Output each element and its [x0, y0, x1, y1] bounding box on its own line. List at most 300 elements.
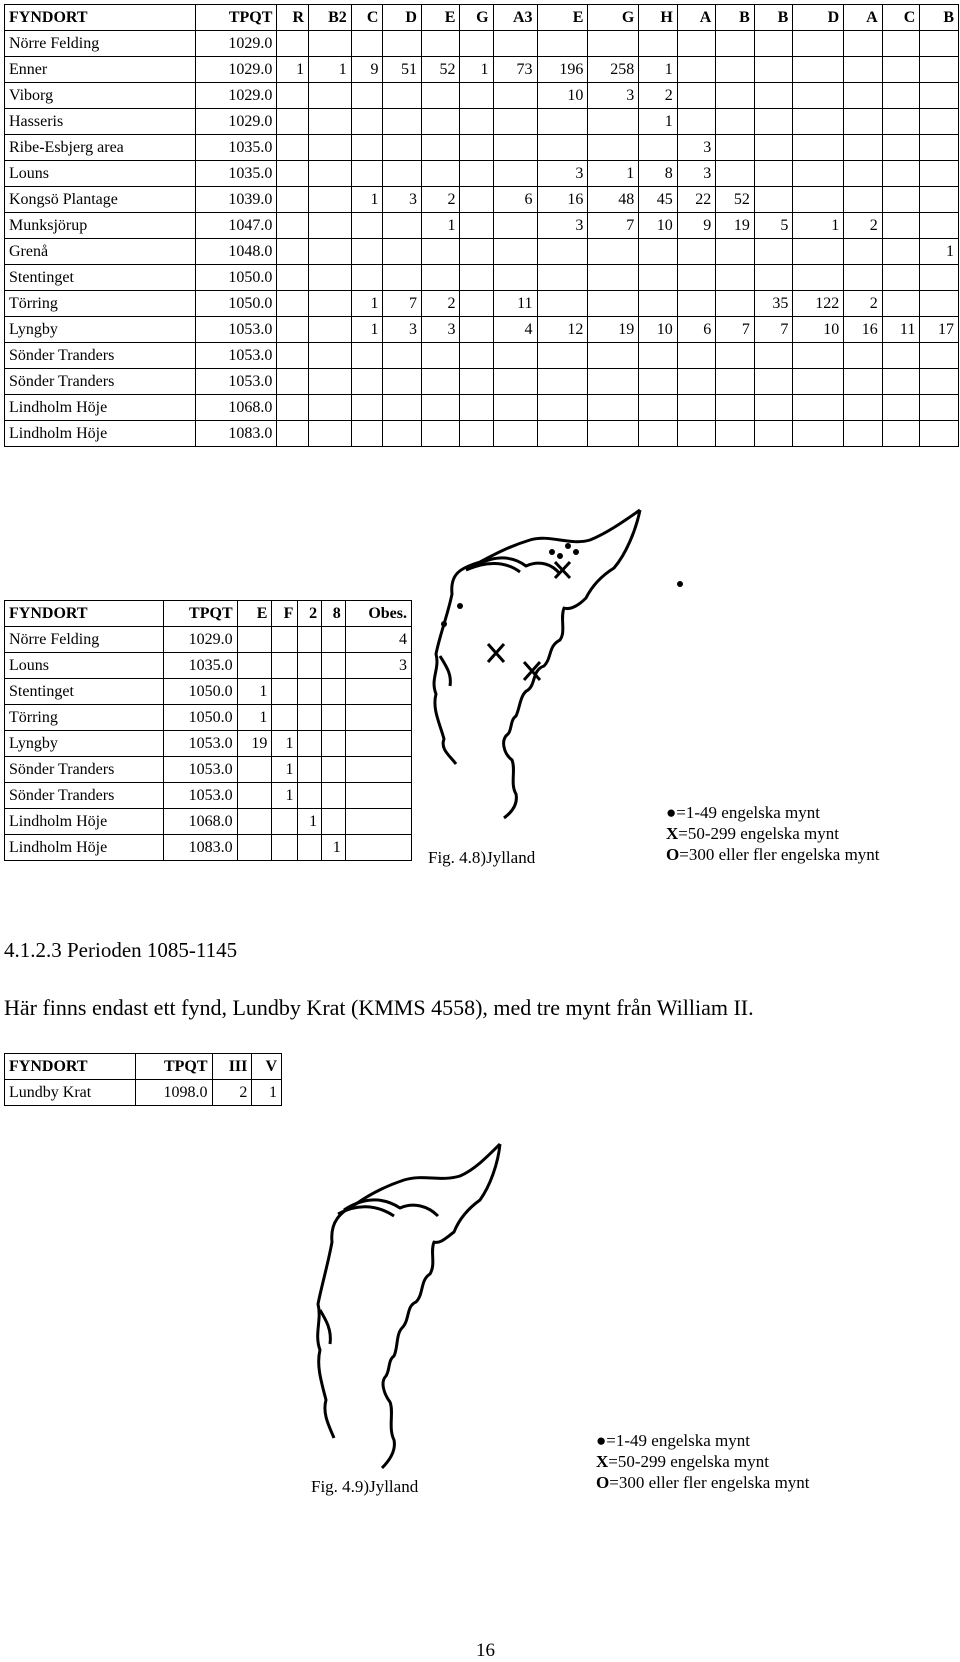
value-cell — [493, 83, 537, 109]
value-cell: 11 — [882, 317, 920, 343]
value-cell: 1 — [322, 835, 346, 861]
value-cell — [383, 213, 422, 239]
value-cell: 3 — [383, 187, 422, 213]
value-cell: 1053.0 — [195, 343, 277, 369]
value-cell — [793, 421, 844, 447]
value-cell — [298, 783, 322, 809]
value-cell — [322, 783, 346, 809]
dot-marker — [573, 549, 579, 555]
table-row — [5, 731, 412, 757]
value-cell — [793, 31, 844, 57]
value-cell — [277, 395, 309, 421]
value-cell: 1035.0 — [195, 161, 277, 187]
value-cell — [272, 679, 298, 705]
column-header: FYNDORT — [5, 1054, 136, 1080]
value-cell — [754, 239, 793, 265]
value-cell: 12 — [537, 317, 588, 343]
value-cell — [345, 679, 411, 705]
legend-item-cross: X=50-299 engelska mynt — [666, 824, 839, 843]
site-name-cell: Grenå — [5, 239, 196, 265]
value-cell — [882, 395, 920, 421]
value-cell: 5 — [754, 213, 793, 239]
column-header: E — [421, 5, 460, 31]
value-cell — [460, 317, 493, 343]
value-cell — [588, 109, 639, 135]
value-cell — [793, 395, 844, 421]
value-cell — [537, 395, 588, 421]
value-cell — [793, 109, 844, 135]
site-name-cell: Nörre Felding — [5, 31, 196, 57]
value-cell: 2 — [421, 187, 460, 213]
value-cell — [309, 421, 352, 447]
table-row — [5, 705, 412, 731]
table-row — [5, 109, 959, 135]
value-cell — [309, 239, 352, 265]
value-cell — [537, 31, 588, 57]
value-cell — [383, 135, 422, 161]
value-cell: 1 — [639, 57, 678, 83]
value-cell — [298, 679, 322, 705]
value-cell — [844, 83, 883, 109]
ring-icon: O — [666, 845, 680, 864]
value-cell — [309, 135, 352, 161]
value-cell — [639, 239, 678, 265]
value-cell — [421, 135, 460, 161]
table-row — [5, 343, 959, 369]
value-cell — [793, 187, 844, 213]
value-cell — [754, 187, 793, 213]
site-name-cell: Stentinget — [5, 265, 196, 291]
value-cell — [322, 627, 346, 653]
value-cell — [677, 291, 716, 317]
table-row — [5, 317, 959, 343]
value-cell: 3 — [677, 161, 716, 187]
value-cell — [882, 135, 920, 161]
value-cell: 3 — [588, 83, 639, 109]
value-cell: 1 — [588, 161, 639, 187]
value-cell — [844, 187, 883, 213]
value-cell — [277, 109, 309, 135]
value-cell — [677, 421, 716, 447]
value-cell: 1 — [272, 783, 298, 809]
value-cell: 3 — [421, 317, 460, 343]
table-row — [5, 809, 412, 835]
value-cell — [309, 213, 352, 239]
value-cell: 1 — [351, 291, 383, 317]
value-cell — [537, 135, 588, 161]
value-cell: 48 — [588, 187, 639, 213]
column-header: 2 — [298, 601, 322, 627]
value-cell: 16 — [844, 317, 883, 343]
value-cell: 52 — [421, 57, 460, 83]
value-cell — [639, 31, 678, 57]
value-cell — [882, 265, 920, 291]
value-cell: 1029.0 — [195, 83, 277, 109]
value-cell — [460, 213, 493, 239]
table-row — [5, 31, 959, 57]
value-cell — [844, 57, 883, 83]
column-header: C — [882, 5, 920, 31]
value-cell — [460, 161, 493, 187]
value-cell: 73 — [493, 57, 537, 83]
figure-2-legend — [596, 1430, 810, 1493]
table-row — [5, 835, 412, 861]
value-cell — [277, 291, 309, 317]
value-cell: 196 — [537, 57, 588, 83]
site-name-cell: Sönder Tranders — [5, 783, 164, 809]
value-cell — [639, 343, 678, 369]
column-header: III — [212, 1054, 252, 1080]
value-cell: 122 — [793, 291, 844, 317]
value-cell: 1 — [272, 731, 298, 757]
site-name-cell: Lyngby — [5, 317, 196, 343]
value-cell — [351, 265, 383, 291]
table-row — [5, 265, 959, 291]
value-cell — [460, 421, 493, 447]
site-name-cell: Sönder Tranders — [5, 369, 196, 395]
value-cell — [920, 421, 959, 447]
site-name-cell: Lindholm Höje — [5, 421, 196, 447]
value-cell — [920, 291, 959, 317]
value-cell: 3 — [677, 135, 716, 161]
table-row — [5, 291, 959, 317]
value-cell — [421, 369, 460, 395]
value-cell — [383, 343, 422, 369]
table-row — [5, 135, 959, 161]
table-row — [5, 757, 412, 783]
value-cell: 1 — [793, 213, 844, 239]
value-cell — [844, 239, 883, 265]
table-row — [5, 57, 959, 83]
value-cell — [383, 161, 422, 187]
value-cell — [716, 57, 755, 83]
value-cell: 1068.0 — [163, 809, 237, 835]
value-cell: 1 — [277, 57, 309, 83]
jutland-map-figure-2 — [300, 1138, 560, 1478]
value-cell — [383, 109, 422, 135]
value-cell — [493, 161, 537, 187]
table-row — [5, 369, 959, 395]
value-cell — [460, 109, 493, 135]
value-cell — [351, 109, 383, 135]
value-cell — [716, 291, 755, 317]
value-cell — [677, 31, 716, 57]
value-cell — [716, 369, 755, 395]
dot-marker — [457, 603, 463, 609]
column-header: H — [639, 5, 678, 31]
table-header-row — [5, 1054, 282, 1080]
value-cell: 1050.0 — [163, 705, 237, 731]
value-cell — [493, 135, 537, 161]
value-cell — [754, 109, 793, 135]
value-cell — [421, 265, 460, 291]
value-cell: 16 — [537, 187, 588, 213]
value-cell: 3 — [537, 213, 588, 239]
table-row — [5, 653, 412, 679]
value-cell — [493, 109, 537, 135]
value-cell — [322, 731, 346, 757]
value-cell: 1029.0 — [163, 627, 237, 653]
value-cell — [882, 161, 920, 187]
value-cell: 1050.0 — [195, 265, 277, 291]
value-cell — [716, 83, 755, 109]
value-cell — [277, 135, 309, 161]
column-header: 8 — [322, 601, 346, 627]
figure-2-caption: Fig. 4.9)Jylland — [311, 1477, 419, 1496]
value-cell — [920, 109, 959, 135]
coin-finds-table-2 — [4, 600, 412, 861]
coin-finds-table-1 — [4, 4, 959, 447]
value-cell — [537, 291, 588, 317]
section-heading: 4.1.2.3 Perioden 1085-1145 — [4, 938, 238, 962]
value-cell — [309, 343, 352, 369]
table-row — [5, 213, 959, 239]
site-name-cell: Hasseris — [5, 109, 196, 135]
value-cell: 1029.0 — [195, 109, 277, 135]
value-cell: 7 — [716, 317, 755, 343]
value-cell — [345, 783, 411, 809]
site-name-cell: Sönder Tranders — [5, 343, 196, 369]
value-cell: 7 — [754, 317, 793, 343]
table-row — [5, 421, 959, 447]
dot-marker — [549, 549, 555, 555]
value-cell — [272, 627, 298, 653]
value-cell: 1047.0 — [195, 213, 277, 239]
dot-marker — [565, 543, 571, 549]
value-cell — [639, 421, 678, 447]
value-cell — [882, 369, 920, 395]
value-cell — [793, 369, 844, 395]
value-cell: 1098.0 — [136, 1080, 212, 1106]
value-cell: 1053.0 — [163, 731, 237, 757]
value-cell — [588, 239, 639, 265]
value-cell — [460, 265, 493, 291]
value-cell: 1 — [460, 57, 493, 83]
value-cell — [345, 835, 411, 861]
value-cell: 1029.0 — [195, 31, 277, 57]
value-cell — [754, 395, 793, 421]
value-cell — [588, 421, 639, 447]
value-cell — [277, 83, 309, 109]
value-cell — [309, 83, 352, 109]
coin-finds-table-3 — [4, 1053, 282, 1106]
value-cell — [639, 265, 678, 291]
value-cell — [920, 187, 959, 213]
site-name-cell: Sönder Tranders — [5, 757, 164, 783]
value-cell — [351, 239, 383, 265]
value-cell — [677, 109, 716, 135]
value-cell — [277, 213, 309, 239]
value-cell: 19 — [237, 731, 272, 757]
value-cell — [277, 187, 309, 213]
value-cell — [383, 395, 422, 421]
value-cell — [882, 213, 920, 239]
value-cell: 4 — [493, 317, 537, 343]
value-cell: 1 — [298, 809, 322, 835]
column-header: V — [252, 1054, 282, 1080]
value-cell — [844, 369, 883, 395]
value-cell: 1 — [272, 757, 298, 783]
value-cell — [639, 395, 678, 421]
value-cell — [322, 809, 346, 835]
value-cell — [309, 161, 352, 187]
value-cell — [309, 265, 352, 291]
column-header: C — [351, 5, 383, 31]
value-cell — [272, 835, 298, 861]
value-cell — [345, 757, 411, 783]
value-cell — [322, 705, 346, 731]
value-cell: 1 — [351, 187, 383, 213]
value-cell: 1050.0 — [163, 679, 237, 705]
value-cell: 9 — [677, 213, 716, 239]
value-cell — [920, 343, 959, 369]
value-cell — [754, 369, 793, 395]
cross-marker — [488, 644, 504, 662]
value-cell — [793, 135, 844, 161]
value-cell — [920, 83, 959, 109]
column-header: G — [588, 5, 639, 31]
site-name-cell: Kongsö Plantage — [5, 187, 196, 213]
value-cell — [677, 369, 716, 395]
value-cell — [716, 395, 755, 421]
value-cell — [754, 83, 793, 109]
value-cell — [716, 135, 755, 161]
column-header: FYNDORT — [5, 601, 164, 627]
value-cell: 1053.0 — [163, 783, 237, 809]
value-cell: 35 — [754, 291, 793, 317]
value-cell: 7 — [383, 291, 422, 317]
value-cell — [537, 239, 588, 265]
value-cell: 52 — [716, 187, 755, 213]
value-cell: 2 — [421, 291, 460, 317]
value-cell — [351, 83, 383, 109]
value-cell — [844, 421, 883, 447]
value-cell — [882, 291, 920, 317]
value-cell — [277, 265, 309, 291]
site-name-cell: Lindholm Höje — [5, 835, 164, 861]
value-cell — [309, 109, 352, 135]
legend-item-ring: O=300 eller fler engelska mynt — [666, 845, 880, 864]
value-cell — [421, 239, 460, 265]
value-cell — [844, 395, 883, 421]
value-cell — [716, 239, 755, 265]
value-cell — [920, 57, 959, 83]
value-cell — [460, 187, 493, 213]
value-cell — [588, 291, 639, 317]
dot-marker — [441, 621, 447, 627]
column-header: A3 — [493, 5, 537, 31]
value-cell: 1 — [309, 57, 352, 83]
value-cell — [421, 161, 460, 187]
value-cell — [277, 31, 309, 57]
value-cell — [882, 187, 920, 213]
value-cell: 19 — [716, 213, 755, 239]
value-cell: 1 — [252, 1080, 282, 1106]
column-header: A — [844, 5, 883, 31]
value-cell: 1053.0 — [163, 757, 237, 783]
figure-1-caption: Fig. 4.8)Jylland — [428, 848, 536, 867]
value-cell — [882, 57, 920, 83]
value-cell — [882, 421, 920, 447]
value-cell — [754, 265, 793, 291]
value-cell — [882, 83, 920, 109]
value-cell: 6 — [493, 187, 537, 213]
value-cell — [920, 161, 959, 187]
value-cell — [493, 395, 537, 421]
value-cell — [677, 239, 716, 265]
value-cell — [421, 395, 460, 421]
value-cell — [309, 317, 352, 343]
column-header: A — [677, 5, 716, 31]
value-cell — [920, 369, 959, 395]
value-cell — [920, 265, 959, 291]
table-row — [5, 83, 959, 109]
page-number: 16 — [476, 1640, 495, 1661]
value-cell — [383, 83, 422, 109]
value-cell — [537, 369, 588, 395]
value-cell — [383, 31, 422, 57]
value-cell: 1 — [237, 705, 272, 731]
value-cell — [754, 343, 793, 369]
value-cell — [882, 343, 920, 369]
value-cell — [716, 265, 755, 291]
value-cell: 1 — [237, 679, 272, 705]
value-cell — [493, 31, 537, 57]
value-cell — [421, 343, 460, 369]
value-cell: 1035.0 — [163, 653, 237, 679]
value-cell — [345, 705, 411, 731]
legend-item-dot: ●=1-49 engelska mynt — [666, 803, 820, 822]
value-cell — [298, 705, 322, 731]
column-header: D — [793, 5, 844, 31]
value-cell — [844, 343, 883, 369]
value-cell — [677, 343, 716, 369]
value-cell — [460, 135, 493, 161]
value-cell — [237, 809, 272, 835]
value-cell — [277, 369, 309, 395]
value-cell — [322, 757, 346, 783]
value-cell: 1048.0 — [195, 239, 277, 265]
value-cell — [537, 265, 588, 291]
value-cell — [460, 31, 493, 57]
table-header-row — [5, 601, 412, 627]
value-cell — [588, 265, 639, 291]
value-cell: 1 — [639, 109, 678, 135]
column-header: R — [277, 5, 309, 31]
column-header: TPQT — [136, 1054, 212, 1080]
column-header: F — [272, 601, 298, 627]
value-cell — [277, 239, 309, 265]
value-cell — [421, 421, 460, 447]
site-name-cell: Lindholm Höje — [5, 809, 164, 835]
value-cell — [383, 421, 422, 447]
value-cell — [421, 109, 460, 135]
value-cell: 258 — [588, 57, 639, 83]
value-cell — [351, 343, 383, 369]
value-cell — [882, 239, 920, 265]
site-name-cell: Louns — [5, 653, 164, 679]
value-cell — [322, 679, 346, 705]
column-header: B2 — [309, 5, 352, 31]
column-header: B — [754, 5, 793, 31]
value-cell — [277, 343, 309, 369]
value-cell: 1083.0 — [195, 421, 277, 447]
table-row — [5, 161, 959, 187]
value-cell: 3 — [383, 317, 422, 343]
column-header: B — [716, 5, 755, 31]
value-cell — [272, 809, 298, 835]
value-cell — [383, 369, 422, 395]
